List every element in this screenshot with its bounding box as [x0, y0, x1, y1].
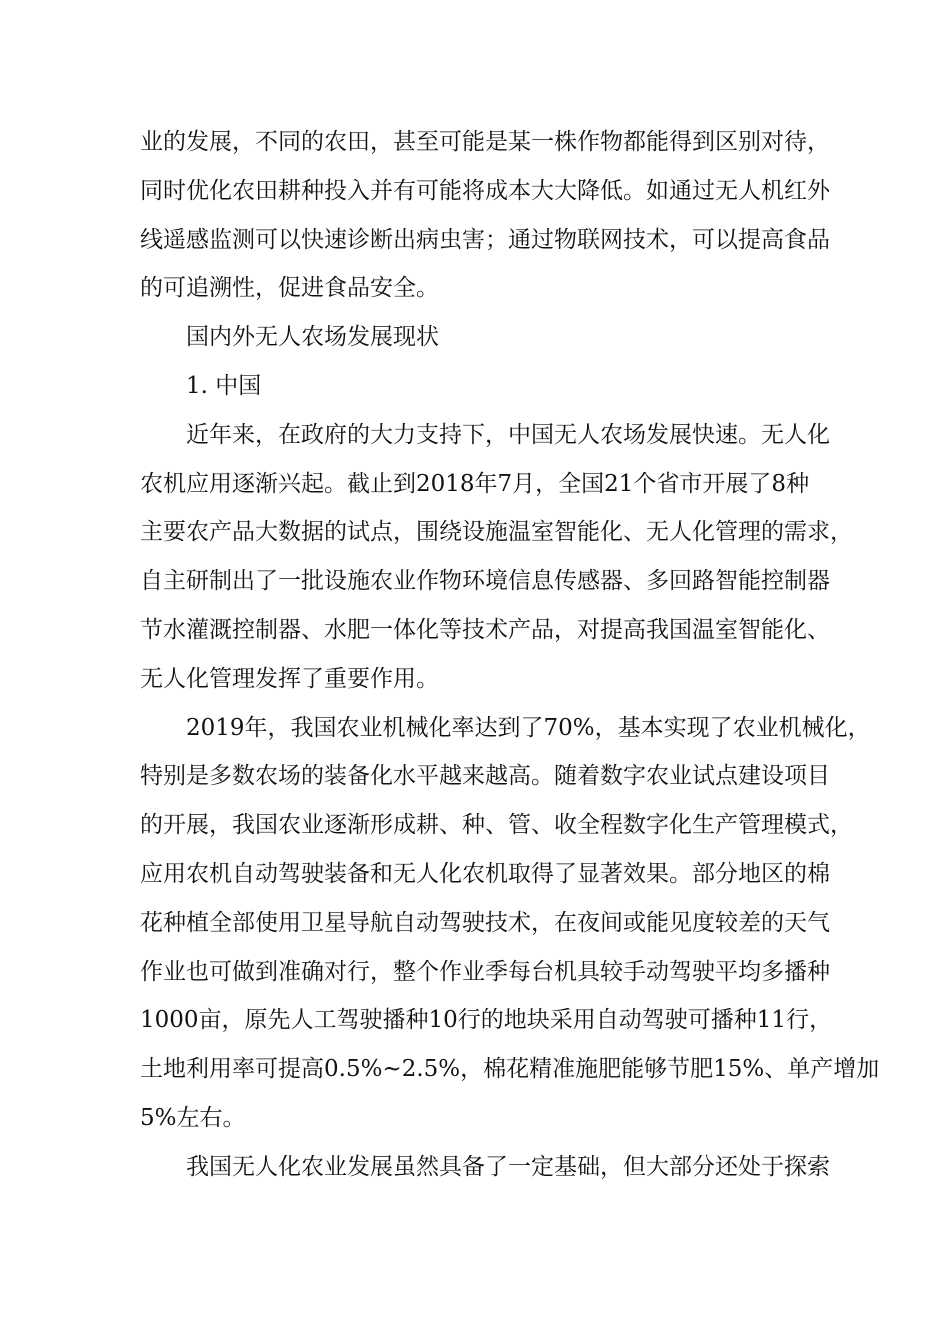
text-line: 无人化管理发挥了重要作用。 — [140, 665, 439, 692]
text-line: 农机应用逐渐兴起。截止到2018年7月，全国21个省市开展了8种 — [140, 470, 810, 497]
text-line: 应用农机自动驾驶装备和无人化农机取得了显著效果。部分地区的棉 — [140, 860, 830, 887]
text-line: 线遥感监测可以快速诊断出病虫害；通过物联网技术，可以提高食品 — [140, 226, 830, 253]
text-line: 作业也可做到准确对行，整个作业季每台机具较手动驾驶平均多播种 — [140, 958, 830, 985]
text-line: 的开展，我国农业逐渐形成耕、种、管、收全程数字化生产管理模式， — [140, 812, 853, 839]
text-line: 同时优化农田耕种投入并有可能将成本大大降低。如通过无人机红外 — [140, 177, 830, 204]
text-line: 5%左右。 — [140, 1104, 246, 1131]
text-line: 花种植全部使用卫星导航自动驾驶技术，在夜间或能见度较差的天气 — [140, 909, 830, 936]
text-line: 近年来，在政府的大力支持下，中国无人农场发展快速。无人化 — [186, 421, 830, 448]
text-line: 节水灌溉控制器、水肥一体化等技术产品，对提高我国温室智能化、 — [140, 616, 830, 643]
subsection-heading: 1. 中国 — [186, 372, 262, 399]
text-line: 业的发展，不同的农田，甚至可能是某一株作物都能得到区别对待， — [140, 129, 830, 155]
text-line: 土地利用率可提高0.5%~2.5%，棉花精准施肥能够节肥15%、单产增加 — [140, 1056, 880, 1083]
text-line: 特别是多数农场的装备化水平越来越高。随着数字农业试点建设项目 — [140, 763, 830, 790]
section-heading: 国内外无人农场发展现状 — [186, 324, 439, 351]
text-line: 主要农产品大数据的试点，围绕设施温室智能化、无人化管理的需求， — [140, 519, 853, 546]
text-line: 我国无人化农业发展虽然具备了一定基础，但大部分还处于探索 — [186, 1153, 830, 1180]
document-body — [140, 118, 880, 1192]
text-line: 2019年，我国农业机械化率达到了70%，基本实现了农业机械化， — [186, 714, 871, 741]
text-line: 的可追溯性，促进食品安全。 — [140, 275, 439, 302]
text-line: 1000亩，原先人工驾驶播种10行的地块采用自动驾驶可播种11行， — [140, 1007, 833, 1034]
text-line: 自主研制出了一批设施农业作物环境信息传感器、多回路智能控制器 — [140, 568, 830, 595]
